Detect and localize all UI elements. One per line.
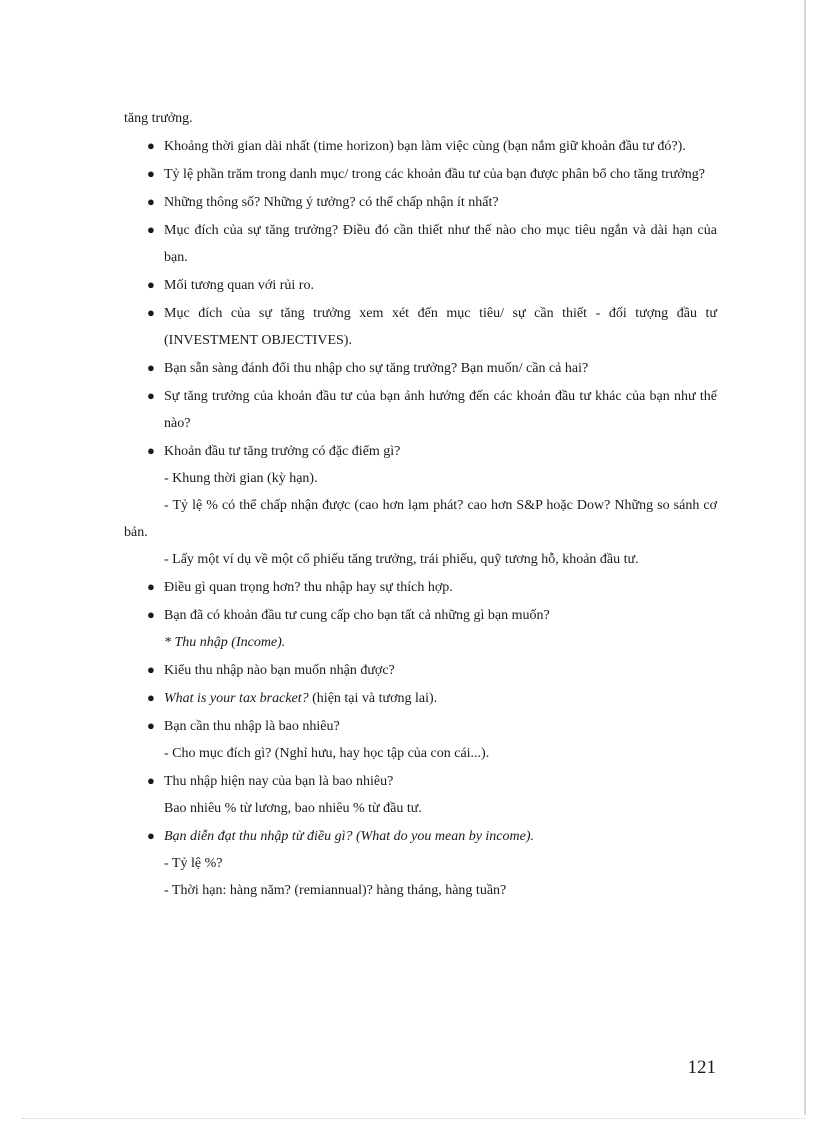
bullet-text: Điều gì quan trọng hơn? thu nhập hay sự thích hợp.	[164, 580, 453, 595]
bullet-icon: ●	[147, 360, 155, 375]
page-edge-shadow	[804, 0, 816, 1115]
bullet-icon: ●	[147, 388, 155, 403]
bullet-text: Thu nhập hiện nay của bạn là bao nhiêu?	[164, 774, 394, 789]
bullet-icon: ●	[147, 607, 155, 622]
dash-item: - Lấy một ví dụ về một cổ phiếu tăng trưởng, trái phiếu, quỹ tương hỗ, khoản đầu tư.	[164, 552, 639, 567]
paragraph: tăng trưởng.	[124, 111, 193, 126]
bullet-text: Khoảng thời gian dài nhất (time horizon) bạn làm việc cùng (bạn nắm giữ khoản đầu tư đó?).	[164, 139, 686, 154]
dash-item: - Tỷ lệ %?	[164, 856, 223, 871]
bullet-item	[124, 188, 717, 216]
bullet-icon: ●	[147, 690, 155, 705]
bullet-item	[124, 656, 717, 684]
bullet-icon: ●	[147, 138, 155, 153]
bullet-item	[124, 573, 717, 601]
bullet-text: Mục đích của sự tăng trưởng? Điều đó cần thiết như thế nào cho mục tiêu ngắn và dài hạn của bạn.	[164, 223, 717, 265]
bullet-item	[124, 216, 717, 271]
bullet-icon: ●	[147, 194, 155, 209]
bullet-item	[124, 684, 717, 712]
bullet-icon: ●	[147, 222, 155, 237]
bullet-item	[124, 712, 717, 740]
bullet-icon: ●	[147, 773, 155, 788]
bullet-item	[124, 601, 717, 629]
bullet-text: Sự tăng trưởng của khoản đầu tư của bạn ảnh hưởng đến các khoản đầu tư khác của bạn như thế nào?	[164, 389, 717, 431]
bullet-icon: ●	[147, 443, 155, 458]
bullet-text: Mối tương quan với rủi ro.	[164, 278, 314, 293]
dash-item: Bao nhiêu % từ lương, bao nhiêu % từ đầu tư.	[164, 801, 422, 816]
bullet-item	[124, 299, 717, 354]
bullet-text: Những thông số? Những ý tưởng? có thể chấp nhận ít nhất?	[164, 195, 499, 210]
bullet-text: Khoản đầu tư tăng trưởng có đặc điểm gì?	[164, 444, 401, 459]
bullet-item	[124, 382, 717, 437]
bullet-text: Bạn sẵn sàng đánh đổi thu nhập cho sự tăng trưởng? Bạn muốn/ cần cả hai?	[164, 361, 589, 376]
page-bottom-rule	[22, 1118, 806, 1119]
bullet-icon: ●	[147, 662, 155, 677]
bullet-text: Mục đích của sự tăng trưởng xem xét đến mục tiêu/ sự cần thiết - đối tượng đầu tư (INVESTMENT OBJECTIVES).	[164, 306, 717, 348]
dash-item: - Khung thời gian (kỳ hạn).	[164, 471, 318, 486]
bullet-item	[124, 822, 717, 850]
bullet-item	[124, 437, 717, 465]
bullet-text: Bạn cần thu nhập là bao nhiêu?	[164, 719, 340, 734]
bullet-icon: ●	[147, 305, 155, 320]
bullet-icon: ●	[147, 828, 155, 843]
section-heading: * Thu nhập (Income).	[164, 635, 286, 650]
bullet-text: Kiểu thu nhập nào bạn muốn nhận được?	[164, 663, 395, 678]
bullet-icon: ●	[147, 277, 155, 292]
dash-item: - Tỷ lệ % có thể chấp nhận được (cao hơn lạm phát? cao hơn S&P hoặc Dow? Những so sánh cơ bản.	[124, 498, 717, 540]
bullet-text-italic: Bạn diễn đạt thu nhập từ điều gì? (What do you mean by income).	[164, 829, 535, 844]
bullet-text-italic: What is your tax bracket?	[164, 691, 309, 706]
bullet-icon: ●	[147, 579, 155, 594]
bullet-icon: ●	[147, 166, 155, 181]
bullet-item	[124, 132, 717, 160]
bullet-item	[124, 767, 717, 795]
dash-item: - Cho mục đích gì? (Nghỉ hưu, hay học tập của con cái...).	[164, 746, 490, 761]
body-text	[124, 105, 717, 904]
bullet-icon: ●	[147, 718, 155, 733]
dash-item: - Thời hạn: hàng năm? (remiannual)? hàng tháng, hàng tuần?	[164, 883, 507, 898]
bullet-text: Tỷ lệ phần trăm trong danh mục/ trong các khoản đầu tư của bạn được phân bổ cho tăng trưởng?	[164, 167, 706, 182]
bullet-text: (hiện tại và tương lai).	[308, 691, 438, 706]
bullet-item	[124, 160, 717, 188]
bullet-text: Bạn đã có khoản đầu tư cung cấp cho bạn tất cả những gì bạn muốn?	[164, 608, 550, 623]
bullet-item	[124, 271, 717, 299]
page-number: 121	[687, 1057, 716, 1078]
bullet-item	[124, 354, 717, 382]
